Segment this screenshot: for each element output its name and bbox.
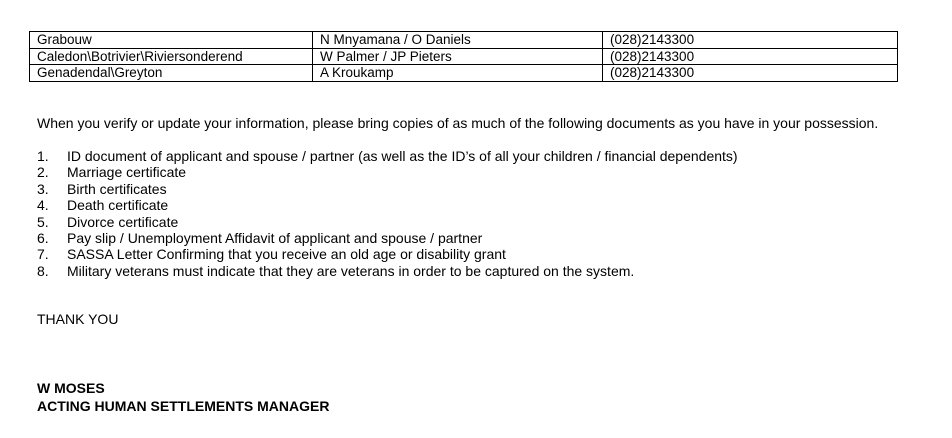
- list-text: SASSA Letter Confirming that you receive an old age or disability grant: [67, 246, 506, 263]
- table-row: [30, 48, 898, 65]
- list-text: ID document of applicant and spouse / partner (as well as the ID’s of all your children / financial dependents): [67, 148, 738, 164]
- list-text: Marriage certificate: [67, 164, 187, 181]
- area-cell: Genadendal\Greyton: [30, 65, 313, 82]
- contacts-table: [29, 31, 898, 82]
- list-item: [37, 246, 738, 262]
- list-number: 1.: [37, 148, 49, 164]
- intro-paragraph: When you verify or update your information, please bring copies of as much of the following documents as you have in your possession.: [37, 115, 879, 131]
- phone-cell: (028)2143300: [603, 48, 898, 65]
- list-text: Death certificate: [67, 197, 169, 214]
- list-text: Birth certificates: [67, 180, 167, 197]
- closing-text: THANK YOU: [37, 311, 119, 327]
- officer-cell: W Palmer / JP Pieters: [313, 48, 603, 65]
- officer-cell: N Mnyamana / O Daniels: [313, 32, 603, 49]
- list-text: Divorce certificate: [67, 213, 179, 230]
- list-item: [37, 197, 738, 213]
- area-cell: Grabouw: [30, 32, 313, 49]
- list-item: [37, 263, 738, 279]
- officer-cell: A Kroukamp: [313, 65, 603, 82]
- list-number: 5.: [37, 213, 49, 230]
- phone-cell: (028)2143300: [603, 32, 898, 49]
- list-text: Pay slip / Unemployment Affidavit of applicant and spouse / partner: [67, 229, 483, 246]
- list-text: Military veterans must indicate that they are veterans in order to be captured on the system.: [67, 262, 635, 279]
- signatory-title: ACTING HUMAN SETTLEMENTS MANAGER: [37, 398, 330, 414]
- list-number: 8.: [37, 262, 49, 279]
- signatory-name: W MOSES: [37, 380, 105, 396]
- area-cell: Caledon\Botrivier\Riviersonderend: [30, 48, 313, 65]
- list-item: [37, 214, 738, 230]
- list-number: 3.: [37, 180, 49, 197]
- list-item: [37, 230, 738, 246]
- list-number: 7.: [37, 246, 49, 263]
- table-row: [30, 65, 898, 82]
- table-row: [30, 32, 898, 49]
- list-item: [37, 164, 738, 180]
- list-number: 4.: [37, 197, 49, 214]
- list-item: [37, 148, 738, 164]
- list-item: [37, 181, 738, 197]
- list-number: 2.: [37, 164, 49, 181]
- documents-list: [37, 148, 738, 279]
- phone-cell: (028)2143300: [603, 65, 898, 82]
- list-number: 6.: [37, 229, 49, 246]
